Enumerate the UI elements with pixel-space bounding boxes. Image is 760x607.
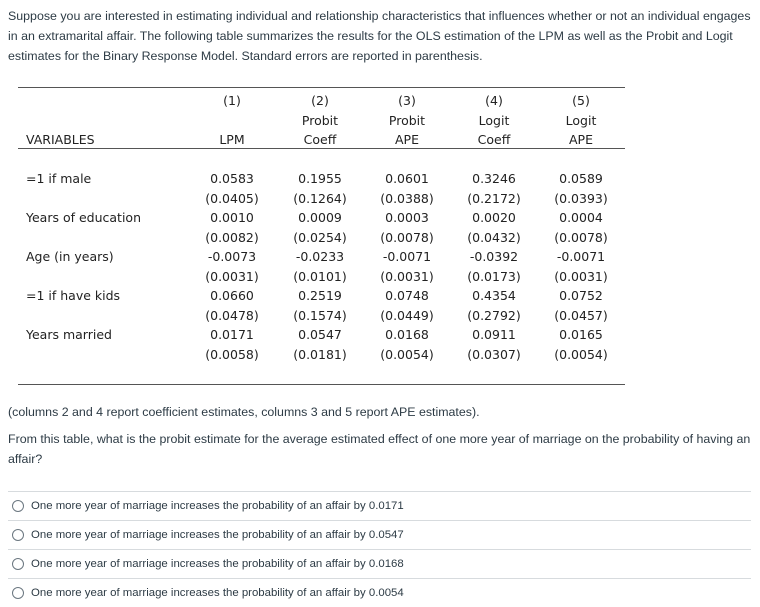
estimate-cell: 0.0165 [559, 327, 603, 342]
estimate-cell: 0.4354 [472, 288, 516, 303]
estimate-cell: 0.2519 [298, 288, 342, 303]
table-footnote: (columns 2 and 4 report coefficient estimates, columns 3 and 5 report APE estimates). [8, 405, 480, 419]
std-error-cell: (0.0457) [554, 308, 608, 323]
estimate-cell: 0.0171 [210, 327, 254, 342]
estimate-cell: 0.1955 [298, 171, 342, 186]
column-header-5-line3: APE [569, 132, 593, 147]
std-error-cell: (0.0054) [554, 347, 608, 362]
estimate-cell: -0.0071 [382, 249, 432, 264]
estimate-cell: 0.0010 [210, 210, 254, 225]
std-error-cell: (0.0254) [293, 230, 347, 245]
estimate-cell: -0.0233 [295, 249, 345, 264]
option-label: One more year of marriage increases the probability of an affair by 0.0171 [31, 500, 404, 512]
std-error-cell: (0.0307) [467, 347, 521, 362]
estimate-cell: 0.0547 [298, 327, 342, 342]
estimate-cell: 0.0004 [559, 210, 603, 225]
column-header-3-num: (3) [398, 93, 416, 108]
std-error-cell: (0.0181) [293, 347, 347, 362]
std-error-cell: (0.0432) [467, 230, 521, 245]
column-header-4-num: (4) [485, 93, 503, 108]
answer-option-3[interactable] [8, 549, 751, 578]
estimate-cell: 0.0752 [559, 288, 603, 303]
estimate-cell: -0.0392 [469, 249, 519, 264]
answer-options [8, 491, 751, 607]
radio-button[interactable] [12, 587, 24, 599]
estimate-cell: 0.0660 [210, 288, 254, 303]
estimate-cell: 0.0601 [385, 171, 429, 186]
std-error-cell: (0.0478) [205, 308, 259, 323]
std-error-cell: (0.2792) [467, 308, 521, 323]
answer-option-1[interactable] [8, 491, 751, 520]
estimate-cell: 0.0003 [385, 210, 429, 225]
answer-option-4[interactable] [8, 578, 751, 607]
std-error-cell: (0.0078) [380, 230, 434, 245]
option-label: One more year of marriage increases the probability of an affair by 0.0547 [31, 529, 404, 541]
variable-label: =1 if male [26, 171, 92, 186]
question-text: From this table, what is the probit estimate for the average estimated effect of one more year of marriage on the probability of having an affair? [8, 432, 751, 466]
column-header-2-line3: Coeff [303, 132, 337, 147]
std-error-cell: (0.0101) [293, 269, 347, 284]
estimate-cell: 0.3246 [472, 171, 516, 186]
option-label: One more year of marriage increases the probability of an affair by 0.0168 [31, 558, 404, 570]
variable-label: Years of education [26, 210, 141, 225]
estimate-cell: 0.0020 [472, 210, 516, 225]
column-header-5-line2: Logit [565, 113, 597, 128]
column-header-5-num: (5) [572, 93, 590, 108]
std-error-cell: (0.0405) [205, 191, 259, 206]
std-error-cell: (0.0031) [205, 269, 259, 284]
estimate-cell: 0.0748 [385, 288, 429, 303]
answer-option-2[interactable] [8, 520, 751, 549]
column-header-4-line3: Coeff [477, 132, 511, 147]
estimate-cell: 0.0589 [559, 171, 603, 186]
variable-label: Years married [26, 327, 112, 342]
column-header-2-num: (2) [311, 93, 329, 108]
std-error-cell: (0.0393) [554, 191, 608, 206]
column-header-4-line2: Logit [478, 113, 510, 128]
std-error-cell: (0.0388) [380, 191, 434, 206]
column-header-1-line3: LPM [219, 132, 245, 147]
column-header-2-line2: Probit [301, 113, 339, 128]
radio-button[interactable] [12, 558, 24, 570]
estimate-cell: 0.0009 [298, 210, 342, 225]
column-header-1-num: (1) [223, 93, 241, 108]
column-header-3-line3: APE [395, 132, 419, 147]
estimate-cell: -0.0071 [556, 249, 606, 264]
estimate-cell: 0.0168 [385, 327, 429, 342]
radio-button[interactable] [12, 500, 24, 512]
estimate-cell: 0.0583 [210, 171, 254, 186]
option-label: One more year of marriage increases the probability of an affair by 0.0054 [31, 587, 404, 599]
variable-label: =1 if have kids [26, 288, 121, 303]
std-error-cell: (0.0031) [554, 269, 608, 284]
std-error-cell: (0.0058) [205, 347, 259, 362]
header-divider [18, 148, 625, 149]
std-error-cell: (0.0054) [380, 347, 434, 362]
estimate-cell: 0.0911 [472, 327, 516, 342]
variable-label: Age (in years) [26, 249, 114, 264]
std-error-cell: (0.0082) [205, 230, 259, 245]
variables-header: VARIABLES [26, 132, 95, 147]
column-header-3-line2: Probit [388, 113, 426, 128]
std-error-cell: (0.0173) [467, 269, 521, 284]
question-intro: Suppose you are interested in estimating individual and relationship characteristics that influences whether or not an individual engages in an extramarital affair. The following table summarizes the results for the OLS estimation of the LPM as well as the Probit and Logit estimates for the Binary Response Model. Standard errors are reported in parenthesis. [8, 9, 751, 63]
std-error-cell: (0.0449) [380, 308, 434, 323]
std-error-cell: (0.0031) [380, 269, 434, 284]
estimate-cell: -0.0073 [207, 249, 257, 264]
std-error-cell: (0.0078) [554, 230, 608, 245]
std-error-cell: (0.1264) [293, 191, 347, 206]
regression-table [18, 87, 625, 385]
std-error-cell: (0.1574) [293, 308, 347, 323]
radio-button[interactable] [12, 529, 24, 541]
std-error-cell: (0.2172) [467, 191, 521, 206]
